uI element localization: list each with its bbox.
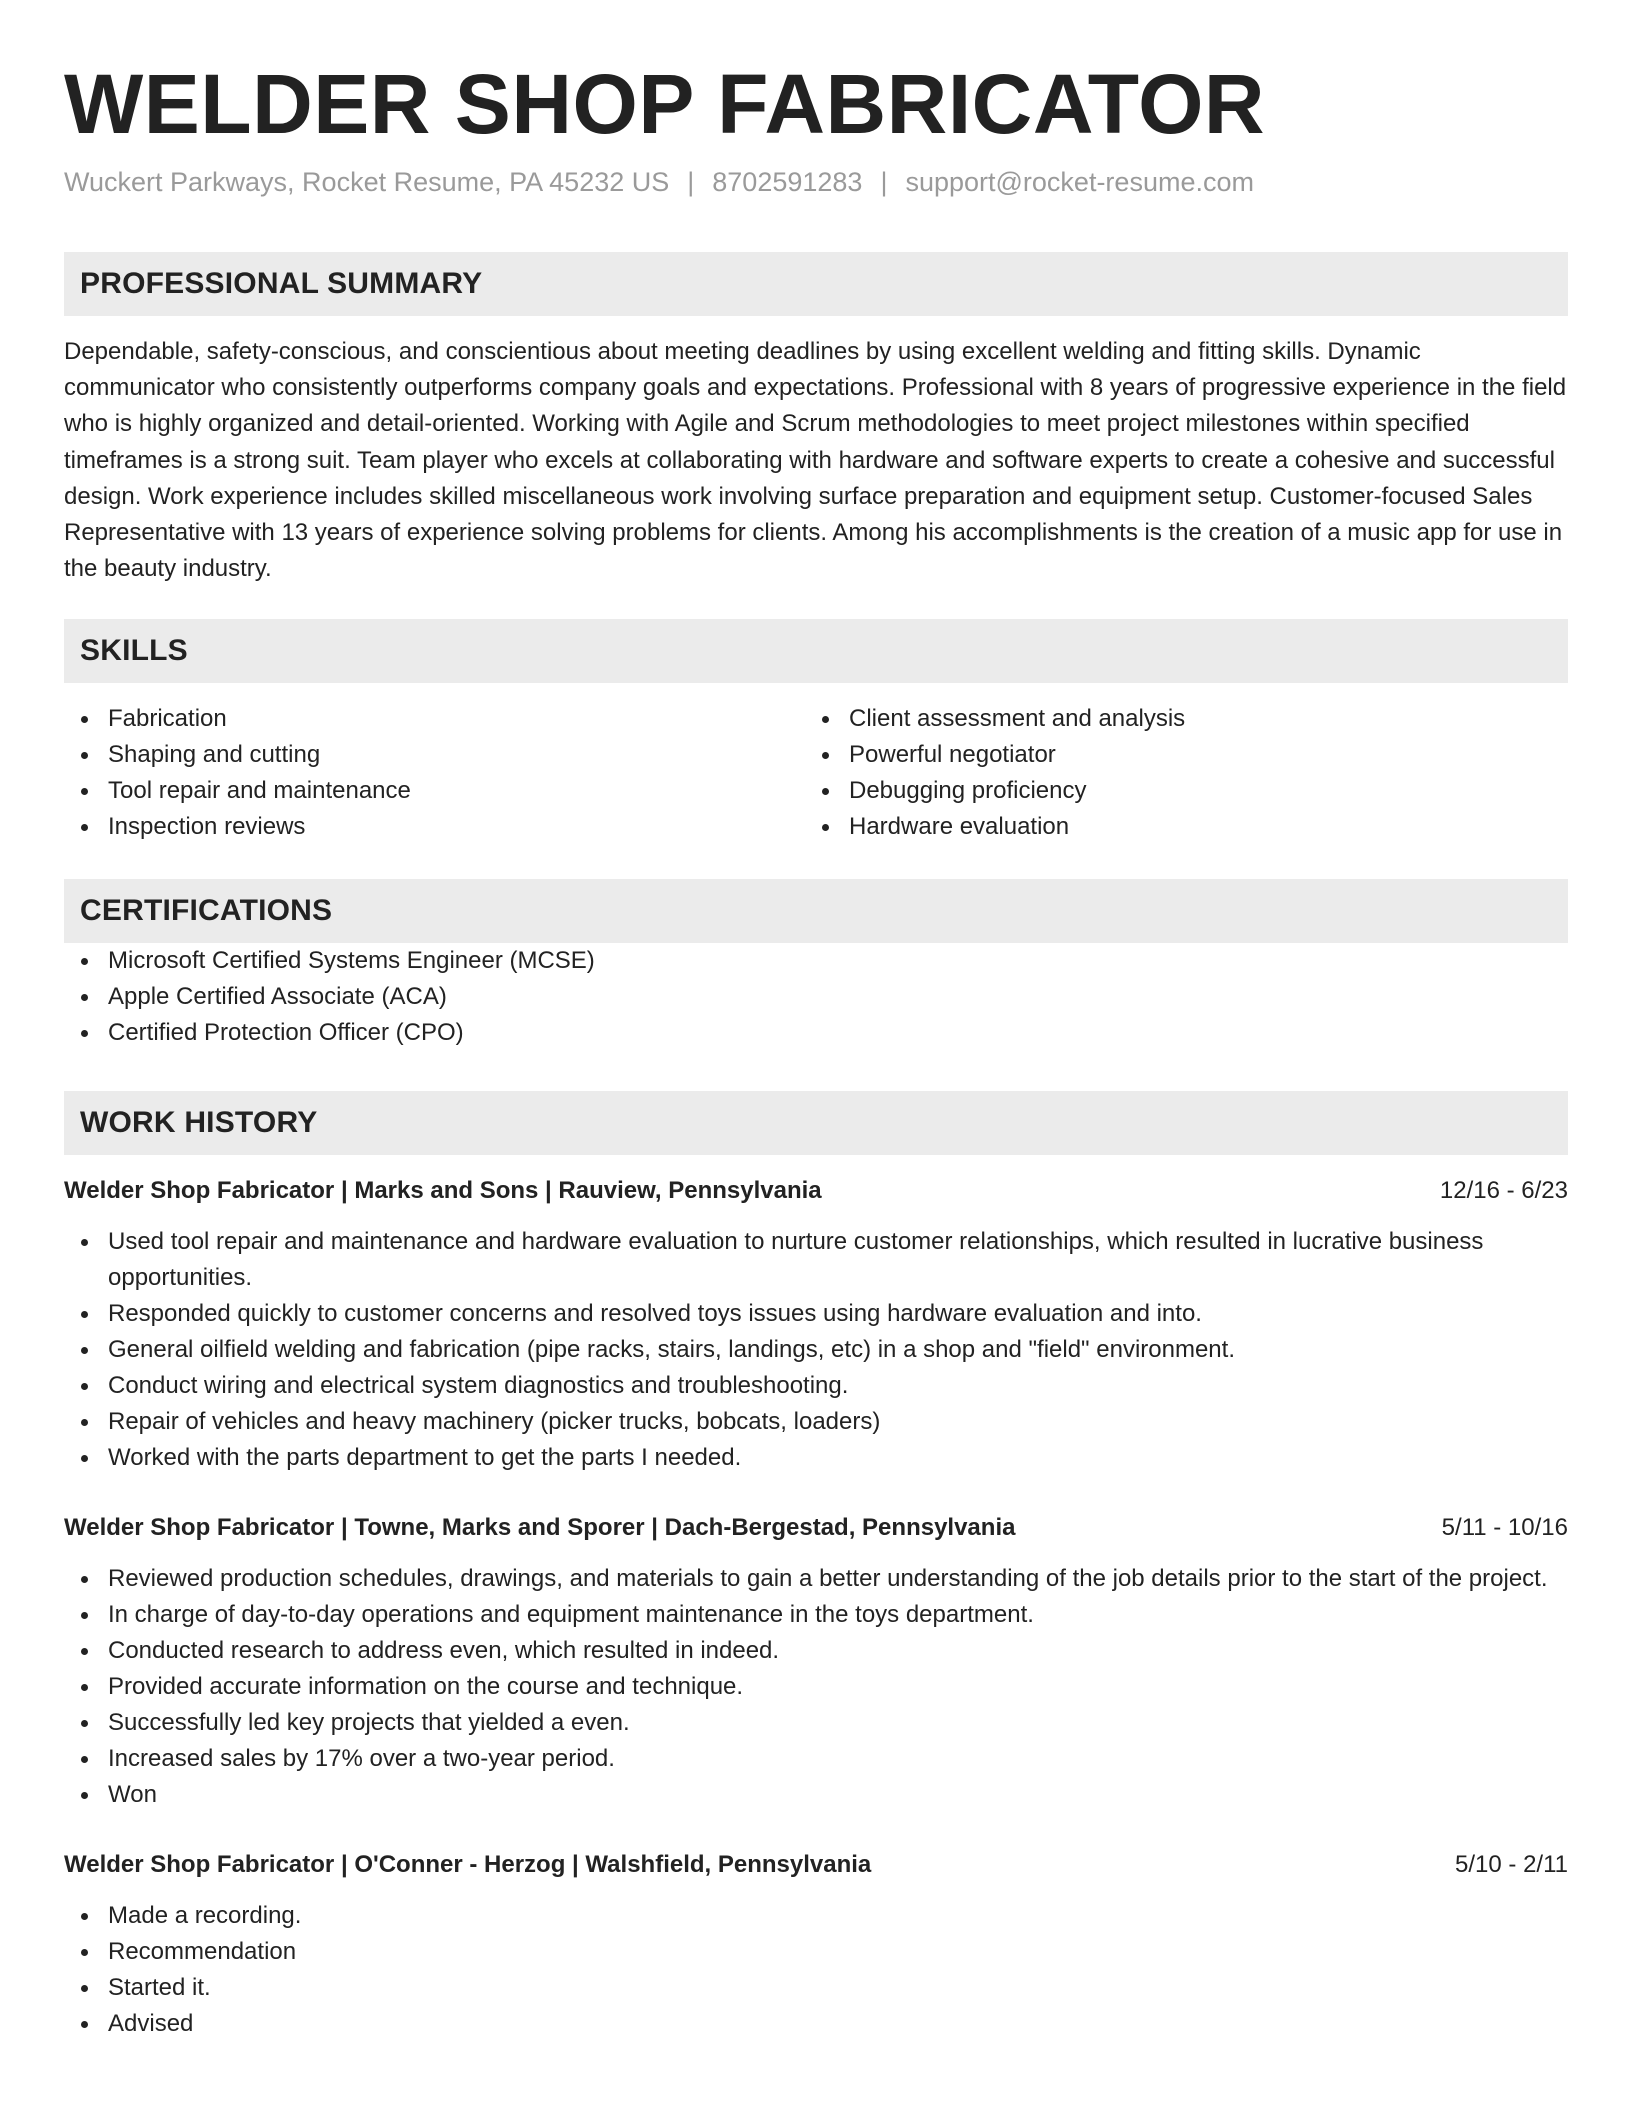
job-bullet-text: Recommendation (108, 1938, 297, 1966)
skill-text: Shaping and cutting (108, 741, 321, 769)
job-bullet-text: Advised (108, 2010, 194, 2038)
job-bullet (64, 1296, 1568, 1332)
certification-text: Apple Certified Associate (ACA) (108, 983, 447, 1011)
job-header (64, 1510, 1568, 1546)
skills-column-left (64, 701, 805, 845)
bullet-icon (81, 958, 88, 965)
contact-separator: | (687, 167, 695, 197)
job-bullet (64, 1633, 1568, 1669)
skill-text: Tool repair and maintenance (108, 777, 411, 805)
skill-item (64, 773, 805, 809)
job-title: Welder Shop Fabricator | Towne, Marks and Sporer | Dach-Bergestad, Pennsylvania (64, 1514, 1016, 1542)
job-bullet-text: Successfully led key projects that yielded a even. (108, 1709, 630, 1737)
bullet-icon (822, 752, 829, 759)
job-bullet-text: Made a recording. (108, 1902, 302, 1930)
job-bullet (64, 1741, 1568, 1777)
skills-list (64, 701, 1568, 845)
job-bullet (64, 1404, 1568, 1440)
job-bullet (64, 1934, 1568, 1970)
job-bullet-text: Conduct wiring and electrical system diagnostics and troubleshooting. (108, 1372, 849, 1400)
job-entry (64, 1173, 1568, 1476)
bullet-icon (81, 1383, 88, 1390)
bullet-icon (81, 1792, 88, 1799)
skills-section-header (64, 619, 1568, 683)
bullet-icon (81, 994, 88, 1001)
skill-text: Debugging proficiency (849, 777, 1087, 805)
skill-item (64, 737, 805, 773)
summary-section-header (64, 252, 1568, 316)
contact-line (64, 164, 1568, 200)
job-dates: 5/10 - 2/11 (1455, 1851, 1568, 1879)
job-bullet-text: Worked with the parts department to get the parts I needed. (108, 1444, 742, 1472)
skill-item (805, 809, 1546, 845)
candidate-name: WELDER SHOP FABRICATOR (64, 57, 1266, 151)
job-bullet (64, 1597, 1568, 1633)
job-bullet (64, 1777, 1568, 1813)
job-bullet (64, 2006, 1568, 2042)
job-entry (64, 1847, 1568, 2042)
job-title: Welder Shop Fabricator | Marks and Sons | Rauview, Pennsylvania (64, 1177, 822, 1205)
skill-item (805, 773, 1546, 809)
certification-text: Certified Protection Officer (CPO) (108, 1019, 464, 1047)
job-header (64, 1847, 1568, 1883)
job-bullet-text: Reviewed production schedules, drawings, and materials to gain a better understanding of the job details prior to the start of the project. (108, 1565, 1548, 1593)
bullet-icon (81, 1913, 88, 1920)
certifications-list (64, 943, 1568, 1051)
job-bullet-text: Started it. (108, 1974, 211, 2002)
job-bullet (64, 1970, 1568, 2006)
summary-text: Dependable, safety-conscious, and conscientious about meeting deadlines by using excellent welding and fitting skills. Dynamic communicator who consistently outperforms company goals and expectations. Professional with 8 years of progressive experience in the field who is highly organized and detail-oriented. Working with Agile and Scrum methodologies to meet project milestones within specified timeframes is a strong suit. Team player who excels at collaborating with hardware and software experts to create a cohesive and successful design. Work experience includes skilled miscellaneous work involving surface preparation and equipment setup. Customer-focused Sales Representative with 13 years of experience solving problems for clients. Among his accomplishments is the creation of a music app for use in the beauty industry. (64, 338, 1567, 583)
job-header (64, 1173, 1568, 1209)
job-bullet (64, 1224, 1568, 1296)
bullet-icon (81, 1576, 88, 1583)
job-dates: 12/16 - 6/23 (1439, 1177, 1568, 1205)
certification-text: Microsoft Certified Systems Engineer (MCSE) (108, 947, 595, 975)
job-bullet-text: Conducted research to address even, which resulted in indeed. (108, 1637, 780, 1665)
summary-heading: PROFESSIONAL SUMMARY (80, 267, 483, 300)
bullet-icon (81, 1756, 88, 1763)
bullet-icon (81, 1612, 88, 1619)
job-bullet (64, 1440, 1568, 1476)
bullet-icon (81, 1347, 88, 1354)
job-bullets (64, 1561, 1568, 1813)
skill-text: Client assessment and analysis (849, 705, 1186, 733)
bullet-icon (81, 1648, 88, 1655)
job-bullet (64, 1561, 1568, 1597)
bullet-icon (81, 788, 88, 795)
skills-column-right (805, 701, 1546, 845)
bullet-icon (81, 1985, 88, 1992)
bullet-icon (822, 716, 829, 723)
bullet-icon (81, 716, 88, 723)
work-history-section-header (64, 1091, 1568, 1155)
skill-text: Hardware evaluation (849, 813, 1070, 841)
bullet-icon (81, 1720, 88, 1727)
bullet-icon (81, 1419, 88, 1426)
bullet-icon (81, 1030, 88, 1037)
job-bullets (64, 1898, 1568, 2042)
job-dates: 5/11 - 10/16 (1441, 1514, 1568, 1542)
bullet-icon (81, 752, 88, 759)
bullet-icon (81, 824, 88, 831)
job-bullet-text: Won (108, 1781, 157, 1809)
work-history-heading: WORK HISTORY (80, 1106, 318, 1140)
bullet-icon (81, 1455, 88, 1462)
certification-item (64, 979, 1568, 1015)
phone: 8702591283 (712, 167, 863, 197)
certification-item (64, 943, 1568, 979)
job-bullet (64, 1898, 1568, 1934)
job-entry (64, 1510, 1568, 1813)
job-bullet-text: Used tool repair and maintenance and hardware evaluation to nurture customer relationships, which resulted in lucrative business opportunities. (108, 1228, 1484, 1292)
skill-item (64, 701, 805, 737)
bullet-icon (81, 1311, 88, 1318)
job-bullet (64, 1332, 1568, 1368)
resume-page (64, 56, 1568, 2042)
skill-item (805, 701, 1546, 737)
bullet-icon (81, 2021, 88, 2028)
certifications-section-header (64, 879, 1568, 943)
job-title: Welder Shop Fabricator | O'Conner - Herzog | Walshfield, Pennsylvania (64, 1851, 872, 1879)
job-bullet-text: In charge of day-to-day operations and equipment maintenance in the toys department. (108, 1601, 1034, 1629)
skill-item (64, 809, 805, 845)
bullet-icon (822, 788, 829, 795)
skill-item (805, 737, 1546, 773)
bullet-icon (81, 1239, 88, 1246)
email: support@rocket-resume.com (905, 167, 1254, 197)
job-bullet-text: Repair of vehicles and heavy machinery (picker trucks, bobcats, loaders) (108, 1408, 881, 1436)
job-bullet (64, 1669, 1568, 1705)
job-bullet-text: General oilfield welding and fabrication (pipe racks, stairs, landings, etc) in a shop and "field" environment. (108, 1336, 1235, 1364)
job-bullet (64, 1705, 1568, 1741)
skills-heading: SKILLS (80, 634, 188, 668)
job-bullets (64, 1224, 1568, 1476)
skill-text: Inspection reviews (108, 813, 306, 841)
job-bullet-text: Provided accurate information on the course and technique. (108, 1673, 744, 1701)
job-bullet (64, 1368, 1568, 1404)
bullet-icon (81, 1949, 88, 1956)
skill-text: Fabrication (108, 705, 227, 733)
job-bullet-text: Increased sales by 17% over a two-year period. (108, 1745, 615, 1773)
certification-item (64, 1015, 1568, 1051)
skill-text: Powerful negotiator (849, 741, 1056, 769)
contact-separator: | (880, 167, 888, 197)
job-bullet-text: Responded quickly to customer concerns and resolved toys issues using hardware evaluation and into. (108, 1300, 1202, 1328)
address: Wuckert Parkways, Rocket Resume, PA 45232 US (64, 167, 670, 197)
bullet-icon (822, 824, 829, 831)
bullet-icon (81, 1684, 88, 1691)
certifications-heading: CERTIFICATIONS (80, 894, 333, 928)
